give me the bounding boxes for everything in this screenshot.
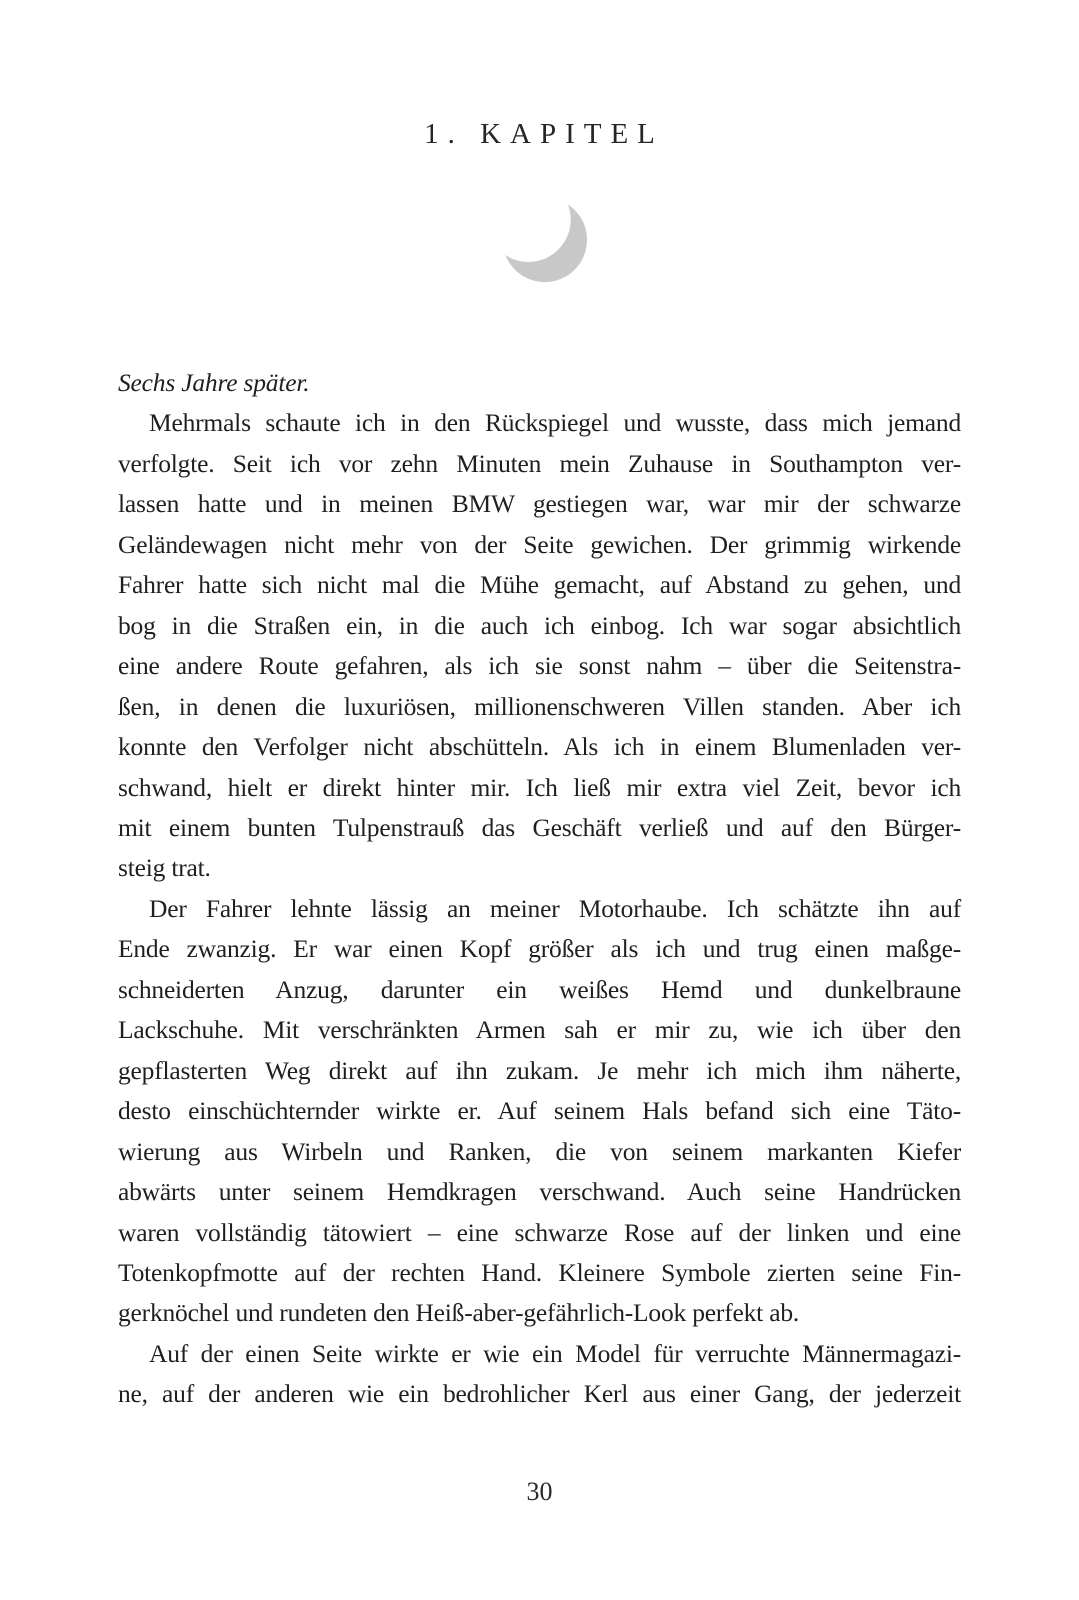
crescent-moon-icon bbox=[0, 186, 1079, 286]
page-number: 30 bbox=[526, 1477, 553, 1506]
text-line: bog in die Straßen ein, in die auch ich einbog. Ich war sogar absichtlich bbox=[118, 610, 961, 640]
text-line: Auf der einen Seite wirkte er wie ein Model für verruchte Männermagazi- bbox=[149, 1338, 961, 1368]
text-line: Geländewagen nicht mehr von der Seite gewichen. Der grimmig wirkende bbox=[118, 529, 961, 559]
text-line: Fahrer hatte sich nicht mal die Mühe gemacht, auf Abstand zu gehen, und bbox=[118, 570, 961, 600]
text-line: steig trat. bbox=[118, 853, 211, 883]
text-line: verfolgte. Seit ich vor zehn Minuten mein Zuhause in Southampton ver- bbox=[118, 448, 961, 478]
text-line: schwand, hielt er direkt hinter mir. Ich ließ mir extra viel Zeit, bevor ich bbox=[118, 772, 961, 802]
text-line: Totenkopfmotte auf der rechten Hand. Kleinere Symbole zierten seine Fin- bbox=[118, 1257, 961, 1287]
text-line: abwärts unter seinem Hemdkragen verschwand. Auch seine Handrücken bbox=[118, 1177, 961, 1207]
text-line: Lackschuhe. Mit verschränkten Armen sah er mir zu, wie ich über den bbox=[118, 1015, 961, 1045]
text-line: Mehrmals schaute ich in den Rückspiegel und wusste, dass mich jemand bbox=[149, 408, 961, 438]
text-line: gerknöchel und rundeten den Heiß-aber-gefährlich-Look perfekt ab. bbox=[118, 1298, 800, 1328]
text-line: Ende zwanzig. Er war einen Kopf größer als ich und trug einen maßge- bbox=[118, 934, 961, 964]
text-line: eine andere Route gefahren, als ich sie sonst nahm – über die Seitenstra- bbox=[118, 651, 961, 681]
text-line: lassen hatte und in meinen BMW gestiegen war, war mir der schwarze bbox=[118, 489, 961, 519]
body-text bbox=[118, 363, 961, 1415]
text-line: schneiderten Anzug, darunter ein weißes Hemd und dunkelbraune bbox=[118, 974, 961, 1004]
text-line: Der Fahrer lehnte lässig an meiner Motorhaube. Ich schätzte ihn auf bbox=[149, 893, 961, 923]
text-line: ne, auf der anderen wie ein bedrohlicher Kerl aus einer Gang, der jederzeit bbox=[118, 1379, 961, 1409]
text-line: desto einschüchternder wirkte er. Auf seinem Hals befand sich eine Täto- bbox=[118, 1096, 961, 1126]
text-line: wierung aus Wirbeln und Ranken, die von seinem markanten Kiefer bbox=[118, 1136, 961, 1166]
chapter-heading: 1. KAPITEL bbox=[424, 118, 664, 150]
text-line: waren vollständig tätowiert – eine schwarze Rose auf der linken und eine bbox=[118, 1217, 961, 1247]
text-line: ßen, in denen die luxuriösen, millionenschweren Villen standen. Aber ich bbox=[118, 691, 961, 721]
text-line: gepflasterten Weg direkt auf ihn zukam. Je mehr ich mich ihm näherte, bbox=[118, 1055, 961, 1085]
text-line: Sechs Jahre später. bbox=[118, 368, 310, 397]
text-line: mit einem bunten Tulpenstrauß das Geschäft verließ und auf den Bürger- bbox=[118, 812, 961, 842]
text-line: konnte den Verfolger nicht abschütteln. Als ich in einem Blumenladen ver- bbox=[118, 732, 961, 762]
